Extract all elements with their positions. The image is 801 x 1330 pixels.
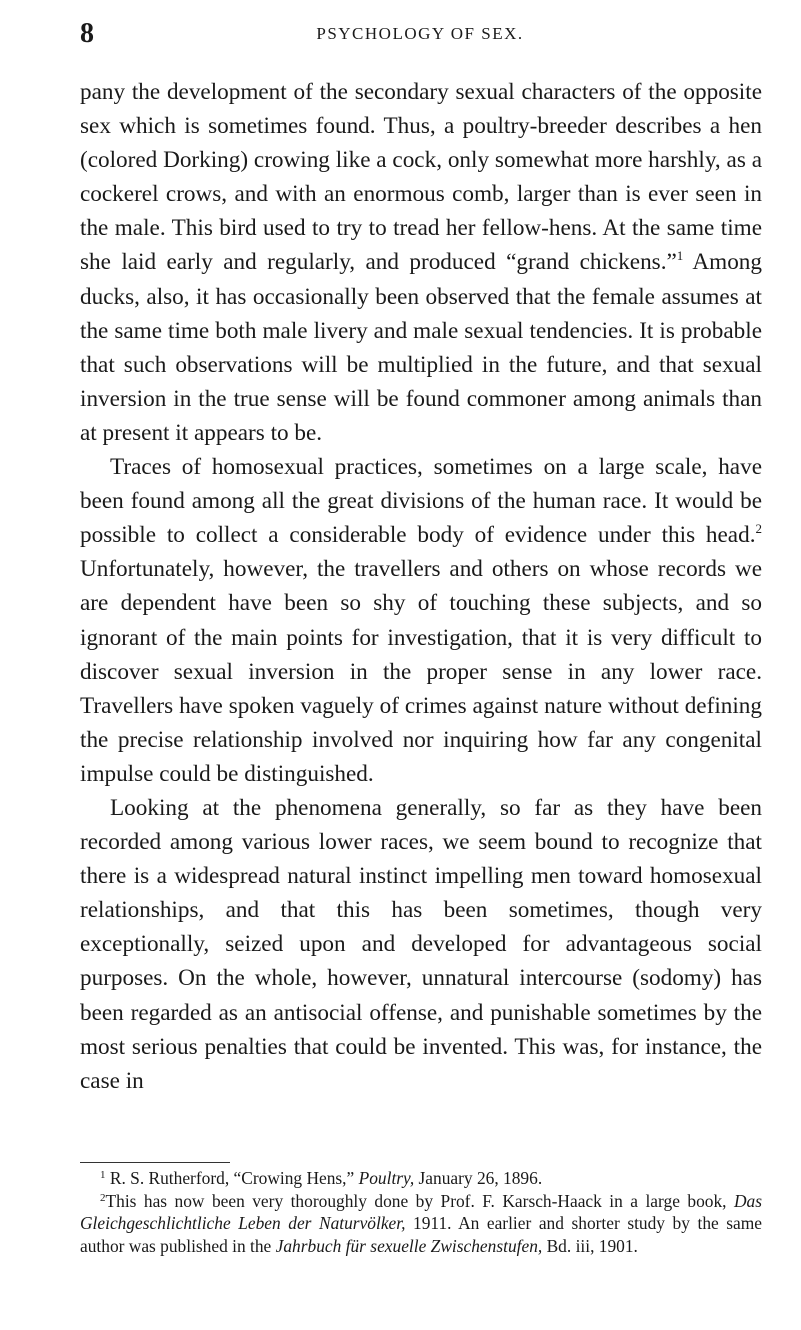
footnote-1-text-b: January 26, 1896. — [414, 1168, 543, 1188]
paragraph-1-text-b: Among ducks, also, it has occasionally been observed that the female assumes at the same time both male livery and male sexual tendencies. It is probable that such observations will be multiplied in the future, and that sexual inversion in the true sense will be found commoner among animals than at present it appears to be. — [80, 249, 762, 446]
footnote-2-text-c: Bd. iii, 1901. — [542, 1235, 638, 1256]
paragraph-3: Looking at the phenomena generally, so far as they have been recorded among various lower races, we seem bound to recognize that there is a widespread natural instinct impelling men toward homosexual relationships, and that this has been sometimes, though very exceptionally, seized upon and developed for advantageous social purposes. On the whole, however, unnatural intercourse (sodomy) has been regarded as an antisocial offense, and punishable sometimes by the most serious penalties that could be invented. This was, for instance, the case in — [80, 794, 762, 1094]
footnote-ref-1: 1 — [676, 248, 684, 264]
footnote-2-mark: 2 — [100, 1191, 106, 1204]
footnote-ref-2: 2 — [755, 521, 762, 537]
footnote-1-title: Poultry, — [358, 1168, 415, 1188]
footnote-1-text-a: R. S. Rutherford, “Crowing Hens,” — [105, 1168, 359, 1188]
paragraph-2 — [80, 450, 762, 791]
footnote-2-title-1: Das Gleichgeschlichtliche Leben der Naturvölker, — [80, 1190, 762, 1233]
paragraph-1 — [80, 75, 762, 450]
footnotes — [80, 1167, 762, 1257]
paragraph-2-text-a: Traces of homosexual practices, sometimes on a large scale, have been found among all the great divisions of the human race. It would be possible to collect a considerable body of evidence under this head. — [80, 454, 762, 549]
footnote-divider — [80, 1162, 230, 1163]
paragraph-2-text-b: Unfortunately, however, the travellers and others on whose records we are dependent have been so shy of touching these subjects, and so ignorant of the main points for investigation, that it is very difficult to discover sexual inversion in the proper sense in any lower race. Travellers have spoken vaguely of crimes against nature without defining the precise relationship involved nor inquiring how far any congenital impulse could be distinguished. — [80, 556, 762, 787]
footnote-1 — [80, 1167, 762, 1190]
footnote-1-mark: 1 — [100, 1169, 106, 1181]
footnote-2-text-a: This has now been very thoroughly done by Prof. F. Karsch-Haack in a large book, — [105, 1190, 734, 1211]
page-header — [80, 18, 760, 48]
footnote-2-title-2: Jahrbuch für sexuelle Zwischenstufen, — [275, 1235, 543, 1256]
paragraph-1-text-a: pany the development of the secondary sexual characters of the opposite sex which is sometimes found. Thus, a poultry-breeder describes a hen (colored Dorking) crowing like a cock, only somewhat more harshly, as a cockerel crows, and with an enormous comb, larger than is ever seen in the male. This bird used to try to tread her fellow-hens. At the same time she laid early and regularly, and produced “grand chickens.” — [80, 79, 762, 276]
footnote-2 — [80, 1190, 762, 1258]
footnote-2-text-b: 1911. An earlier and shorter study by the same author was published in the — [80, 1213, 763, 1256]
body-text — [80, 75, 762, 1098]
page-number: 8 — [80, 18, 94, 49]
running-head: PSYCHOLOGY OF SEX. — [316, 24, 524, 43]
